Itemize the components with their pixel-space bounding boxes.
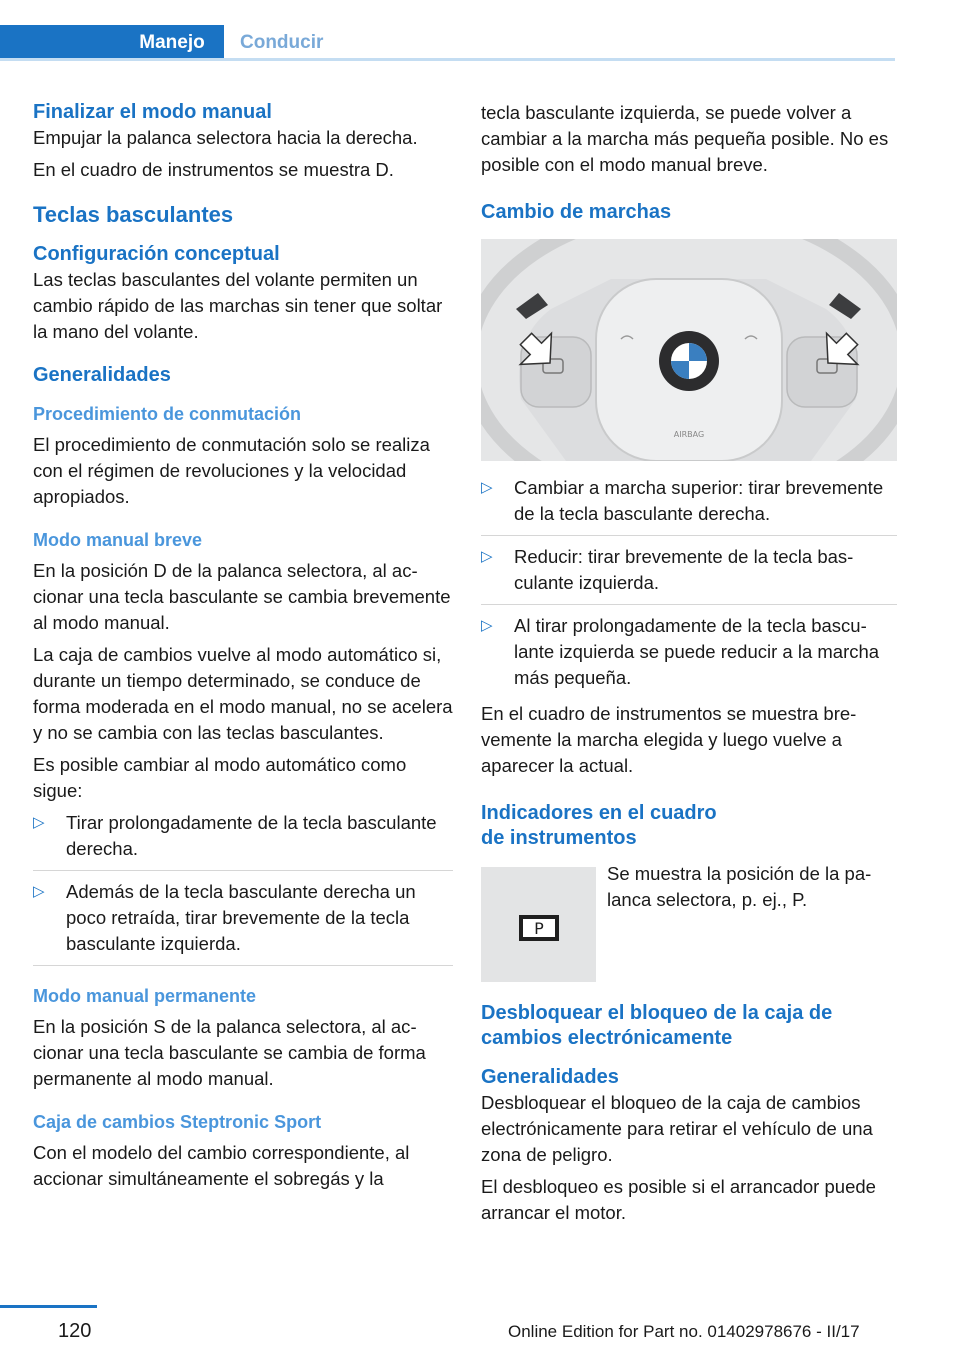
triangle-bullet-icon: ▷	[33, 814, 45, 831]
tab-conducir[interactable]: Conducir	[240, 32, 324, 53]
steering-wheel-illustration	[481, 239, 897, 461]
list-item: ▷ Tirar prolongadamente de la tecla basculante derecha.	[33, 810, 453, 871]
heading-indicadores: Indicadores en el cuadro de instrumentos	[481, 802, 717, 849]
triangle-bullet-icon: ▷	[481, 479, 493, 496]
header-tabs	[0, 25, 895, 61]
page-number: 120	[58, 1320, 92, 1342]
steering-wheel-figure	[481, 239, 897, 461]
paragraph: Desbloquear el bloqueo de la caja de cambios electrónicamente para retirar el vehículo de una zona de peligro.	[481, 1092, 873, 1165]
heading-teclas: Teclas basculantes	[33, 202, 234, 227]
heading-cambio-marchas: Cambio de marchas	[481, 201, 672, 223]
paragraph: Las teclas basculantes del volante permiten un cambio rápido de las marchas sin tener que soltar la mano del volante.	[33, 269, 443, 342]
heading-modo-breve: Modo manual breve	[33, 530, 203, 550]
heading-configuracion: Configuración conceptual	[33, 243, 280, 265]
paragraph: Es posible cambiar al modo automático como sigue:	[33, 754, 407, 801]
heading-generalidades: Generalidades	[33, 364, 171, 386]
heading-desbloquear: Desbloquear el bloqueo de la caja de cambios electrónicamente	[481, 1002, 833, 1049]
paragraph: En la posición S de la palanca selectora, al accionar una tecla basculante se cambia de forma permanente al modo manual.	[33, 1016, 426, 1089]
tab-manejo[interactable]: Manejo	[120, 25, 224, 61]
footer-line	[0, 1305, 97, 1308]
heading-steptronic: Caja de cambios Steptronic Sport	[33, 1112, 322, 1132]
bullet-list	[481, 475, 897, 699]
paragraph: En el cuadro de instrumentos se muestra brevemente la marcha elegida y luego vuelve a aparecer la actual.	[481, 703, 857, 776]
triangle-bullet-icon: ▷	[481, 548, 493, 565]
list-item: ▷ Además de la tecla basculante derecha un poco retraída, tirar brevemente de la tecla basculante izquierda.	[33, 879, 453, 966]
heading-procedimiento: Procedimiento de conmutación	[33, 404, 302, 424]
tab-underline	[0, 58, 895, 61]
heading-finalizar: Finalizar el modo manual	[33, 101, 272, 123]
list-item: ▷ Cambiar a marcha superior: tirar brevemente de la tecla basculante derecha.	[481, 475, 897, 536]
list-item: ▷ Al tirar prolongadamente de la tecla basculante izquierda se puede reducir a la marcha más pequeña.	[481, 615, 880, 688]
triangle-bullet-icon: ▷	[481, 617, 493, 634]
right-column	[481, 100, 897, 1226]
left-column	[33, 100, 453, 1192]
paragraph: Se muestra la posición de la palanca selectora, p. ej., P.	[607, 863, 872, 910]
heading-generalidades-right: Generalidades	[481, 1066, 619, 1088]
triangle-bullet-icon: ▷	[33, 883, 45, 900]
bullet-list	[33, 810, 453, 966]
paragraph: Con el modelo del cambio correspondiente, al accionar simultáneamente el sobregás y la	[33, 1142, 410, 1189]
paragraph: Empujar la palanca selectora hacia la derecha.	[33, 127, 418, 148]
tab-lead-bar	[0, 25, 120, 61]
list-item: ▷ Reducir: tirar brevemente de la tecla basculante izquierda.	[481, 544, 897, 605]
edition-text: Online Edition for Part no. 01402978676 - II/17	[508, 1322, 860, 1341]
gear-indicator-image	[481, 867, 596, 982]
paragraph: tecla basculante izquierda, se puede volver a cambiar a la marcha más pequeña posible. No es posible con el modo manual breve.	[481, 102, 889, 175]
gear-letter: P	[534, 919, 544, 938]
airbag-label: AIRBAG	[673, 430, 705, 439]
paragraph: La caja de cambios vuelve al modo automático si, durante un tiempo determinado, se conduce de forma moderada en el modo manual, no se acelera y no se cambia con las teclas basculantes.	[33, 644, 453, 743]
indicator-block	[481, 861, 897, 979]
gear-position-icon	[481, 867, 596, 982]
paragraph: El desbloqueo es posible si el arrancador puede arrancar el motor.	[481, 1176, 876, 1223]
paragraph: En la posición D de la palanca selectora, al accionar una tecla basculante se cambia brevemente al modo manual.	[33, 560, 451, 633]
paragraph: El procedimiento de conmutación solo se realiza con el régimen de revoluciones y la velocidad apropiados.	[33, 434, 430, 507]
heading-modo-permanente: Modo manual permanente	[33, 986, 257, 1006]
paragraph: En el cuadro de instrumentos se muestra D.	[33, 159, 394, 180]
